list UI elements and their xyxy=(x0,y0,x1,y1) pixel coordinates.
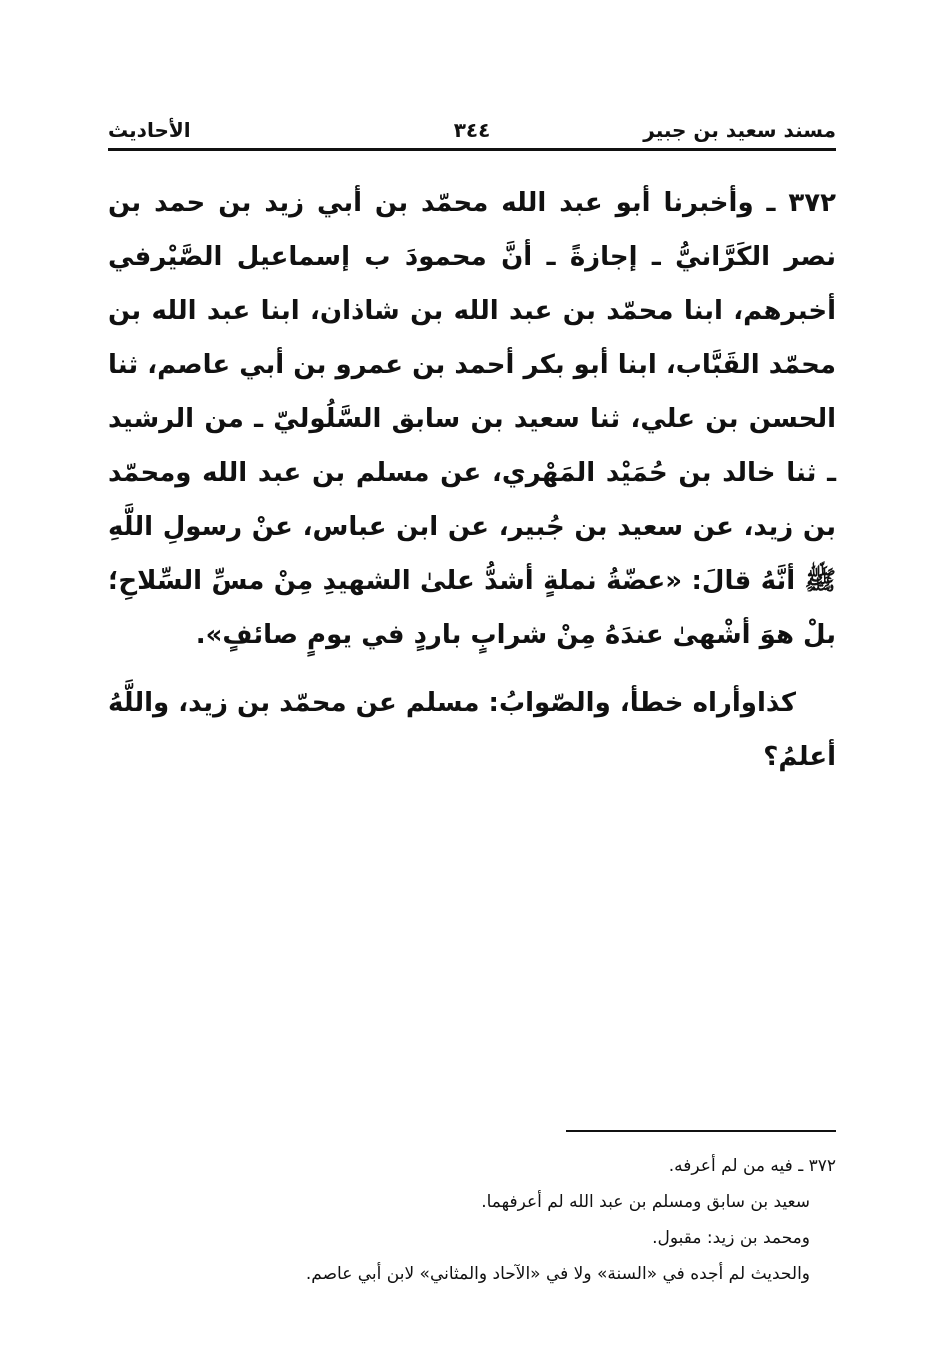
hadith-number: ٣٧٢ xyxy=(788,188,836,218)
footnote-line: ٣٧٢ ـ فيه من لم أعرفه. xyxy=(668,1156,836,1176)
header-rule xyxy=(108,148,836,151)
main-text xyxy=(108,176,836,784)
section-title: الأحاديث xyxy=(108,118,191,142)
footnote-line: ومحمد بن زيد: مقبول. xyxy=(652,1228,810,1248)
page-header xyxy=(108,112,836,152)
hadith-paragraph xyxy=(108,176,836,662)
book-title: مسند سعيد بن جبير xyxy=(643,118,836,142)
author-comment: كذاوأراه خطأ، والصّوابُ: مسلم عن محمّد بن زيد، واللَّهُ أعلمُ؟ xyxy=(108,688,836,772)
footnote-line: والحديث لم أجده في «السنة» ولا في «الآحاد والمثاني» لابن أبي عاصم. xyxy=(305,1264,810,1284)
footnotes xyxy=(180,1148,836,1292)
footnote-line: سعيد بن سابق ومسلم بن عبد الله لم أعرفهما. xyxy=(481,1192,810,1212)
hadith-text: ـ وأخبرنا أبو عبد الله محمّد بن أبي زيد بن حمد بن نصر الكَرَّانيُّ ـ إجازةً ـ أنَّ محمودَ ب إسماعيل الصَّيْرفي أخبرهم، ابنا محمّد بن عبد الله بن شاذان، ابنا عبد الله بن محمّد القَبَّاب، ابنا أبو بكر أحمد بن عمرو بن أبي عاصم، ثنا الحسن بن علي، ثنا سعيد بن سابق السَّلُوليّ ـ من الرشيد ـ ثنا خالد بن حُمَيْد المَهْري، عن مسلم بن عبد الله ومحمّد بن زيد، عن سعيد بن جُبير، عن ابن عباس، عنْ رسولِ اللَّهِ ﷺ أنَّهُ قالَ: «عضّةُ نملةٍ أشدُّ علىٰ الشهيدِ مِنْ مسِّ السِّلاحِ؛ بلْ هوَ أشْهىٰ عندَهُ مِنْ شرابٍ باردٍ في يومٍ صائفٍ». xyxy=(108,188,836,650)
page-number: ٣٤٤ xyxy=(453,118,491,142)
footnote-rule xyxy=(566,1130,836,1132)
